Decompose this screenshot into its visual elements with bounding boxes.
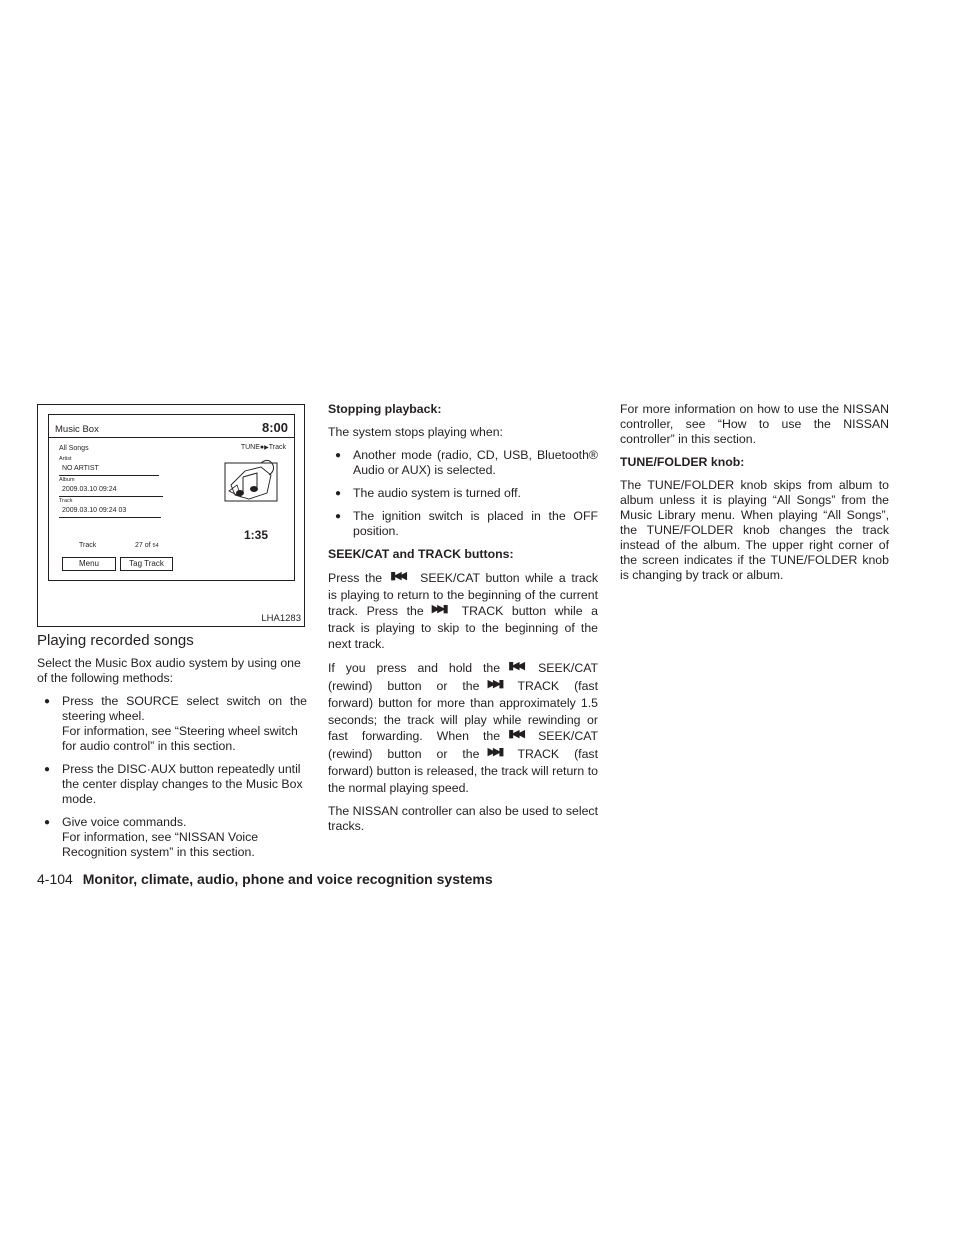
track-value: 2009.03.10 09:24 03 xyxy=(62,507,127,514)
track-underline xyxy=(59,517,161,518)
list-item: ● The audio system is turned off. xyxy=(328,486,598,501)
column-3 xyxy=(620,402,889,591)
tune-folder-heading: TUNE/FOLDER knob: xyxy=(620,455,745,469)
seek-back-icon: ▮◀◀ xyxy=(508,659,523,672)
stop-list xyxy=(328,448,598,539)
artist-label: Artist xyxy=(59,456,72,462)
track-count-label: Track xyxy=(79,542,97,549)
seek-heading: SEEK/CAT and TRACK buttons: xyxy=(328,547,514,561)
tune-arrow-icon: ▶ xyxy=(264,445,269,451)
seek-back-icon: ▮◀◀ xyxy=(508,727,523,740)
track-position: 27 of 54 xyxy=(135,542,159,549)
album-label: Album xyxy=(59,477,75,483)
column-2 xyxy=(328,402,598,842)
hold-paragraph: If you press and hold the ▮◀◀ SEEK/CAT (rewind) button or the ▶▶▮ TRACK (fast forward) button for more than approximately 1.5 seconds; the track will play while rewinding or fast forwarding. When the ▮◀◀ SEEK/CAT (rewind) button or the ▶▶▮ TRACK (fast forward) button is released, the track will return to the normal playing speed. xyxy=(328,659,598,795)
album-value: 2009.03.10 09:24 xyxy=(62,486,117,493)
column-1 xyxy=(37,656,307,868)
intro-paragraph: Select the Music Box audio system by using one of the following methods: xyxy=(37,656,301,685)
screen-title: Music Box xyxy=(55,424,99,435)
tune-knob-icon: ● xyxy=(259,444,265,451)
stop-intro: The system stops playing when: xyxy=(328,425,503,439)
seek-back-icon: ▮◀◀ xyxy=(390,569,405,582)
page-footer xyxy=(37,871,493,887)
track-forward-icon: ▶▶▮ xyxy=(431,602,446,615)
controller-info-paragraph: For more information on how to use the NISSAN controller, see “How to use the NISSAN controller” in this section. xyxy=(620,402,889,446)
list-item: ● Give voice commands. For information, see “NISSAN Voice Recognition system” in this section. xyxy=(37,815,307,860)
music-note-icon xyxy=(221,455,281,503)
section-title: Playing recorded songs xyxy=(37,632,194,649)
tag-track-button[interactable]: Tag Track xyxy=(120,557,173,571)
tune-folder-paragraph: The TUNE/FOLDER knob skips from album to album unless it is playing “All Songs” from the Music Library menu. When playing “All Songs”, the TUNE/FOLDER knob changes the track instead of the album. The upper right corner of the screen indicates if the TUNE/FOLDER knob is changing by track or album. xyxy=(620,478,889,582)
chapter-title: Monitor, climate, audio, phone and voice recognition systems xyxy=(82,871,493,887)
list-item: ● The ignition switch is placed in the OFF position. xyxy=(328,509,598,539)
list-item: ● Press the SOURCE select switch on the steering wheel. For information, see “Steering wheel switch for audio control” in this section. xyxy=(37,694,307,754)
track-label: Track xyxy=(59,498,73,504)
controller-paragraph: The NISSAN controller can also be used to select tracks. xyxy=(328,804,598,833)
artist-value: NO ARTIST xyxy=(62,465,99,472)
mode-label: All Songs xyxy=(59,445,89,452)
stopping-heading: Stopping playback: xyxy=(328,402,442,416)
menu-button[interactable]: Menu xyxy=(62,557,116,571)
music-box-screen xyxy=(48,414,295,581)
screen-illustration xyxy=(37,404,305,627)
tune-indicator: TUNE●▶Track xyxy=(240,444,286,451)
track-forward-icon: ▶▶▮ xyxy=(487,676,502,690)
track-forward-icon: ▶▶▮ xyxy=(487,744,502,758)
list-item: ● Press the DISC·AUX button repeatedly until the center display changes to the Music Box mode. xyxy=(37,762,307,807)
seek-paragraph: Press the ▮◀◀ SEEK/CAT button while a track is playing to return to the beginning of the current track. Press the ▶▶▮ TRACK button while a track is playing to skip to the beginning of the next track. xyxy=(328,569,598,651)
page-number: 4-104 xyxy=(37,871,73,887)
method-list xyxy=(37,694,307,860)
screen-divider xyxy=(49,437,294,438)
elapsed-time: 1:35 xyxy=(243,528,268,542)
list-item: ● Another mode (radio, CD, USB, Bluetooth® Audio or AUX) is selected. xyxy=(328,448,598,478)
artist-underline xyxy=(59,475,159,476)
figure-code: LHA1283 xyxy=(261,613,301,624)
album-underline xyxy=(59,496,163,497)
screen-clock: 8:00 xyxy=(261,420,288,435)
